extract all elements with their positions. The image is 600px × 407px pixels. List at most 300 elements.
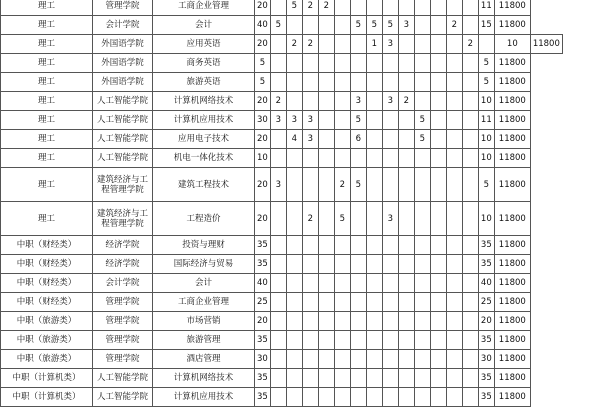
local-count-cell: 35 (478, 236, 494, 255)
province-count-cell (334, 0, 350, 16)
province-count-cell (366, 388, 382, 407)
province-count-cell (414, 274, 430, 293)
major-cell: 工商企业管理 (153, 0, 255, 16)
province-count-cell (398, 149, 414, 168)
province-count-cell: 6 (350, 130, 366, 149)
province-count-cell (318, 331, 334, 350)
province-count-cell (366, 54, 382, 73)
major-cell: 建筑工程技术 (153, 168, 255, 202)
province-count-cell (270, 293, 286, 312)
province-count-cell (414, 331, 430, 350)
local-count-cell: 5 (478, 54, 494, 73)
table-row (1, 73, 563, 92)
province-count-cell (366, 312, 382, 331)
province-count-cell (350, 54, 366, 73)
province-count-cell (462, 202, 478, 236)
province-count-cell (462, 168, 478, 202)
province-count-cell (334, 350, 350, 369)
plan-total-cell: 20 (255, 130, 271, 149)
province-count-cell (302, 168, 318, 202)
local-count-cell: 10 (478, 92, 494, 111)
tuition-cell: 11800 (494, 369, 530, 388)
table-row (1, 54, 563, 73)
tuition-cell: 11800 (494, 388, 530, 407)
college-cell: 人工智能学院 (93, 92, 153, 111)
province-count-cell (270, 331, 286, 350)
province-count-cell (350, 312, 366, 331)
province-count-cell (270, 149, 286, 168)
province-count-cell (446, 312, 462, 331)
table-body (1, 0, 563, 407)
college-cell: 人工智能学院 (93, 111, 153, 130)
tuition-cell: 11800 (494, 130, 530, 149)
table-row (1, 16, 563, 35)
province-count-cell (318, 236, 334, 255)
province-count-cell (430, 331, 446, 350)
province-count-cell (366, 149, 382, 168)
province-count-cell (318, 293, 334, 312)
province-count-cell: 3 (286, 111, 302, 130)
local-count-cell: 10 (494, 35, 530, 54)
province-count-cell (350, 331, 366, 350)
province-count-cell (446, 293, 462, 312)
province-count-cell (286, 274, 302, 293)
province-count-cell (334, 73, 350, 92)
college-cell: 管理学院 (93, 0, 153, 16)
college-cell: 管理学院 (93, 293, 153, 312)
province-count-cell: 2 (446, 16, 462, 35)
local-count-cell: 35 (478, 369, 494, 388)
college-cell: 建筑经济与工程管理学院 (93, 168, 153, 202)
province-count-cell (350, 388, 366, 407)
province-count-cell (302, 16, 318, 35)
province-count-cell (398, 293, 414, 312)
province-count-cell (446, 388, 462, 407)
province-count-cell (430, 388, 446, 407)
province-count-cell (286, 92, 302, 111)
province-count-cell: 5 (382, 16, 398, 35)
province-count-cell: 2 (334, 168, 350, 202)
major-cell: 会计 (153, 16, 255, 35)
province-count-cell (334, 369, 350, 388)
province-count-cell: 3 (302, 111, 318, 130)
tuition-cell: 11800 (494, 111, 530, 130)
province-count-cell: 2 (286, 35, 302, 54)
province-count-cell (382, 388, 398, 407)
province-count-cell (398, 312, 414, 331)
category-cell: 中职（计算机类） (1, 369, 93, 388)
major-cell: 工程造价 (153, 202, 255, 236)
category-cell: 理工 (1, 202, 93, 236)
local-count-cell: 10 (478, 149, 494, 168)
province-count-cell: 3 (398, 16, 414, 35)
table-row (1, 0, 563, 16)
table-row (1, 350, 563, 369)
province-count-cell (366, 111, 382, 130)
province-count-cell (318, 16, 334, 35)
province-count-cell (414, 35, 430, 54)
province-count-cell (318, 255, 334, 274)
province-count-cell (302, 54, 318, 73)
table-row (1, 168, 563, 202)
province-count-cell (446, 92, 462, 111)
table-row (1, 369, 563, 388)
tuition-cell: 11800 (494, 16, 530, 35)
plan-total-cell: 10 (255, 149, 271, 168)
province-count-cell (286, 369, 302, 388)
province-count-cell (366, 274, 382, 293)
province-count-cell: 2 (318, 0, 334, 16)
province-count-cell: 5 (350, 168, 366, 202)
table-row (1, 293, 563, 312)
local-count-cell: 30 (478, 350, 494, 369)
province-count-cell (462, 388, 478, 407)
province-count-cell (430, 35, 446, 54)
province-count-cell (462, 149, 478, 168)
province-count-cell (430, 168, 446, 202)
province-count-cell (334, 16, 350, 35)
local-count-cell: 11 (478, 0, 494, 16)
province-count-cell (366, 130, 382, 149)
province-count-cell: 2 (270, 92, 286, 111)
province-count-cell (318, 149, 334, 168)
province-count-cell (414, 236, 430, 255)
province-count-cell (366, 293, 382, 312)
province-count-cell (398, 54, 414, 73)
category-cell: 理工 (1, 35, 93, 54)
province-count-cell (478, 35, 494, 54)
major-cell: 工商企业管理 (153, 293, 255, 312)
plan-total-cell: 30 (255, 350, 271, 369)
province-count-cell (334, 54, 350, 73)
major-cell: 机电一体化技术 (153, 149, 255, 168)
province-count-cell (286, 388, 302, 407)
province-count-cell (382, 0, 398, 16)
category-cell: 中职（财经类） (1, 274, 93, 293)
major-cell: 应用英语 (153, 35, 255, 54)
province-count-cell (366, 92, 382, 111)
province-count-cell (334, 274, 350, 293)
province-count-cell (462, 331, 478, 350)
major-cell: 会计 (153, 274, 255, 293)
province-count-cell (270, 130, 286, 149)
province-count-cell (302, 369, 318, 388)
province-count-cell (366, 202, 382, 236)
province-count-cell (286, 255, 302, 274)
plan-total-cell: 20 (255, 168, 271, 202)
province-count-cell (462, 92, 478, 111)
province-count-cell (414, 168, 430, 202)
province-count-cell (286, 73, 302, 92)
tuition-cell: 11800 (494, 312, 530, 331)
province-count-cell (334, 312, 350, 331)
local-count-cell: 35 (478, 388, 494, 407)
province-count-cell: 5 (414, 130, 430, 149)
province-count-cell (398, 130, 414, 149)
college-cell: 会计学院 (93, 274, 153, 293)
local-count-cell: 15 (478, 16, 494, 35)
province-count-cell (398, 202, 414, 236)
province-count-cell (318, 92, 334, 111)
province-count-cell (286, 293, 302, 312)
province-count-cell (318, 54, 334, 73)
major-cell: 国际经济与贸易 (153, 255, 255, 274)
province-count-cell (446, 274, 462, 293)
province-count-cell (318, 388, 334, 407)
tuition-cell: 11800 (494, 54, 530, 73)
category-cell: 中职（旅游类） (1, 350, 93, 369)
category-cell: 中职（计算机类） (1, 388, 93, 407)
province-count-cell (462, 73, 478, 92)
local-count-cell: 40 (478, 274, 494, 293)
province-count-cell (302, 92, 318, 111)
province-count-cell: 5 (350, 111, 366, 130)
province-count-cell: 2 (302, 35, 318, 54)
province-count-cell (318, 312, 334, 331)
province-count-cell (414, 92, 430, 111)
plan-total-cell: 20 (255, 0, 271, 16)
category-cell: 中职（财经类） (1, 236, 93, 255)
province-count-cell (366, 236, 382, 255)
province-count-cell (446, 236, 462, 255)
province-count-cell (430, 274, 446, 293)
major-cell: 投资与理财 (153, 236, 255, 255)
province-count-cell (270, 312, 286, 331)
province-count-cell (446, 202, 462, 236)
category-cell: 理工 (1, 149, 93, 168)
tuition-cell: 11800 (494, 0, 530, 16)
province-count-cell (318, 369, 334, 388)
province-count-cell (302, 255, 318, 274)
province-count-cell (414, 54, 430, 73)
province-count-cell (318, 350, 334, 369)
major-cell: 计算机应用技术 (153, 111, 255, 130)
college-cell: 会计学院 (93, 16, 153, 35)
table-row (1, 111, 563, 130)
local-count-cell: 10 (478, 202, 494, 236)
province-count-cell (302, 331, 318, 350)
college-cell: 建筑经济与工程管理学院 (93, 202, 153, 236)
province-count-cell (334, 255, 350, 274)
province-count-cell (382, 350, 398, 369)
category-cell: 中职（旅游类） (1, 312, 93, 331)
province-count-cell (446, 54, 462, 73)
province-count-cell (462, 255, 478, 274)
province-count-cell (414, 312, 430, 331)
province-count-cell (398, 255, 414, 274)
province-count-cell (382, 255, 398, 274)
local-count-cell: 5 (478, 73, 494, 92)
province-count-cell (462, 111, 478, 130)
province-count-cell (302, 293, 318, 312)
province-count-cell (382, 331, 398, 350)
province-count-cell (334, 331, 350, 350)
major-cell: 酒店管理 (153, 350, 255, 369)
province-count-cell (430, 255, 446, 274)
plan-total-cell: 40 (255, 274, 271, 293)
category-cell: 理工 (1, 16, 93, 35)
province-count-cell (334, 388, 350, 407)
table-row (1, 274, 563, 293)
province-count-cell (366, 168, 382, 202)
province-count-cell (430, 312, 446, 331)
province-count-cell (318, 274, 334, 293)
province-count-cell (430, 236, 446, 255)
province-count-cell: 3 (350, 92, 366, 111)
province-count-cell (382, 236, 398, 255)
province-count-cell (366, 350, 382, 369)
province-count-cell (446, 130, 462, 149)
table-row (1, 149, 563, 168)
province-count-cell (270, 0, 286, 16)
province-count-cell (430, 111, 446, 130)
province-count-cell (446, 111, 462, 130)
college-cell: 人工智能学院 (93, 149, 153, 168)
province-count-cell (446, 35, 462, 54)
plan-total-cell: 40 (255, 16, 271, 35)
province-count-cell (270, 350, 286, 369)
province-count-cell (286, 54, 302, 73)
province-count-cell (414, 73, 430, 92)
province-count-cell (462, 16, 478, 35)
province-count-cell (414, 202, 430, 236)
province-count-cell (446, 331, 462, 350)
province-count-cell (430, 0, 446, 16)
province-count-cell (398, 369, 414, 388)
province-count-cell (446, 0, 462, 16)
province-count-cell (318, 73, 334, 92)
category-cell: 中职（财经类） (1, 293, 93, 312)
province-count-cell (270, 388, 286, 407)
college-cell: 人工智能学院 (93, 130, 153, 149)
plan-total-cell: 5 (255, 73, 271, 92)
province-count-cell (350, 293, 366, 312)
table-row (1, 35, 563, 54)
province-count-cell (430, 369, 446, 388)
province-count-cell: 5 (334, 202, 350, 236)
province-count-cell (430, 16, 446, 35)
province-count-cell (446, 369, 462, 388)
province-count-cell (414, 350, 430, 369)
category-cell: 理工 (1, 130, 93, 149)
province-count-cell (270, 54, 286, 73)
province-count-cell: 2 (302, 202, 318, 236)
tuition-cell: 11800 (494, 92, 530, 111)
tuition-cell: 11800 (494, 236, 530, 255)
province-count-cell (286, 202, 302, 236)
province-count-cell (286, 168, 302, 202)
province-count-cell (302, 312, 318, 331)
province-count-cell (350, 35, 366, 54)
plan-total-cell: 5 (255, 54, 271, 73)
major-cell: 旅游英语 (153, 73, 255, 92)
province-count-cell (382, 168, 398, 202)
province-count-cell: 3 (270, 168, 286, 202)
local-count-cell: 11 (478, 111, 494, 130)
province-count-cell (270, 35, 286, 54)
province-count-cell (270, 369, 286, 388)
province-count-cell (382, 312, 398, 331)
major-cell: 计算机网络技术 (153, 369, 255, 388)
province-count-cell (398, 350, 414, 369)
province-count-cell (430, 92, 446, 111)
province-count-cell: 2 (462, 35, 478, 54)
province-count-cell (318, 111, 334, 130)
province-count-cell (414, 149, 430, 168)
major-cell: 市场营销 (153, 312, 255, 331)
province-count-cell (350, 255, 366, 274)
local-count-cell: 25 (478, 293, 494, 312)
table-row (1, 236, 563, 255)
province-count-cell (366, 331, 382, 350)
local-count-cell: 35 (478, 255, 494, 274)
province-count-cell: 5 (270, 16, 286, 35)
province-count-cell (398, 331, 414, 350)
province-count-cell (382, 293, 398, 312)
plan-total-cell: 30 (255, 111, 271, 130)
province-count-cell (270, 202, 286, 236)
province-count-cell (302, 236, 318, 255)
province-count-cell (462, 0, 478, 16)
province-count-cell: 3 (302, 130, 318, 149)
college-cell: 经济学院 (93, 236, 153, 255)
province-count-cell: 4 (286, 130, 302, 149)
tuition-cell: 11800 (494, 331, 530, 350)
province-count-cell (286, 350, 302, 369)
province-count-cell (414, 255, 430, 274)
province-count-cell (350, 149, 366, 168)
plan-total-cell: 20 (255, 92, 271, 111)
province-count-cell (398, 0, 414, 16)
province-count-cell (302, 73, 318, 92)
table-row (1, 388, 563, 407)
province-count-cell (430, 293, 446, 312)
province-count-cell (334, 293, 350, 312)
province-count-cell (430, 202, 446, 236)
province-count-cell: 2 (302, 0, 318, 16)
province-count-cell (414, 16, 430, 35)
major-cell: 计算机应用技术 (153, 388, 255, 407)
province-count-cell (302, 274, 318, 293)
college-cell: 外国语学院 (93, 35, 153, 54)
local-count-cell: 10 (478, 130, 494, 149)
province-count-cell (382, 130, 398, 149)
major-cell: 计算机网络技术 (153, 92, 255, 111)
tuition-cell: 11800 (494, 350, 530, 369)
province-count-cell: 2 (398, 92, 414, 111)
province-count-cell: 1 (366, 35, 382, 54)
table-row (1, 312, 563, 331)
province-count-cell (318, 202, 334, 236)
plan-total-cell: 35 (255, 255, 271, 274)
table-row (1, 202, 563, 236)
province-count-cell (366, 369, 382, 388)
province-count-cell: 3 (382, 35, 398, 54)
tuition-cell: 11800 (494, 149, 530, 168)
province-count-cell: 5 (366, 16, 382, 35)
province-count-cell (286, 236, 302, 255)
province-count-cell (334, 92, 350, 111)
plan-total-cell: 35 (255, 388, 271, 407)
province-count-cell (382, 149, 398, 168)
college-cell: 外国语学院 (93, 73, 153, 92)
plan-total-cell: 20 (255, 35, 271, 54)
tuition-cell: 11800 (494, 274, 530, 293)
province-count-cell (382, 274, 398, 293)
province-count-cell (350, 202, 366, 236)
plan-total-cell: 35 (255, 236, 271, 255)
tuition-cell: 11800 (494, 202, 530, 236)
